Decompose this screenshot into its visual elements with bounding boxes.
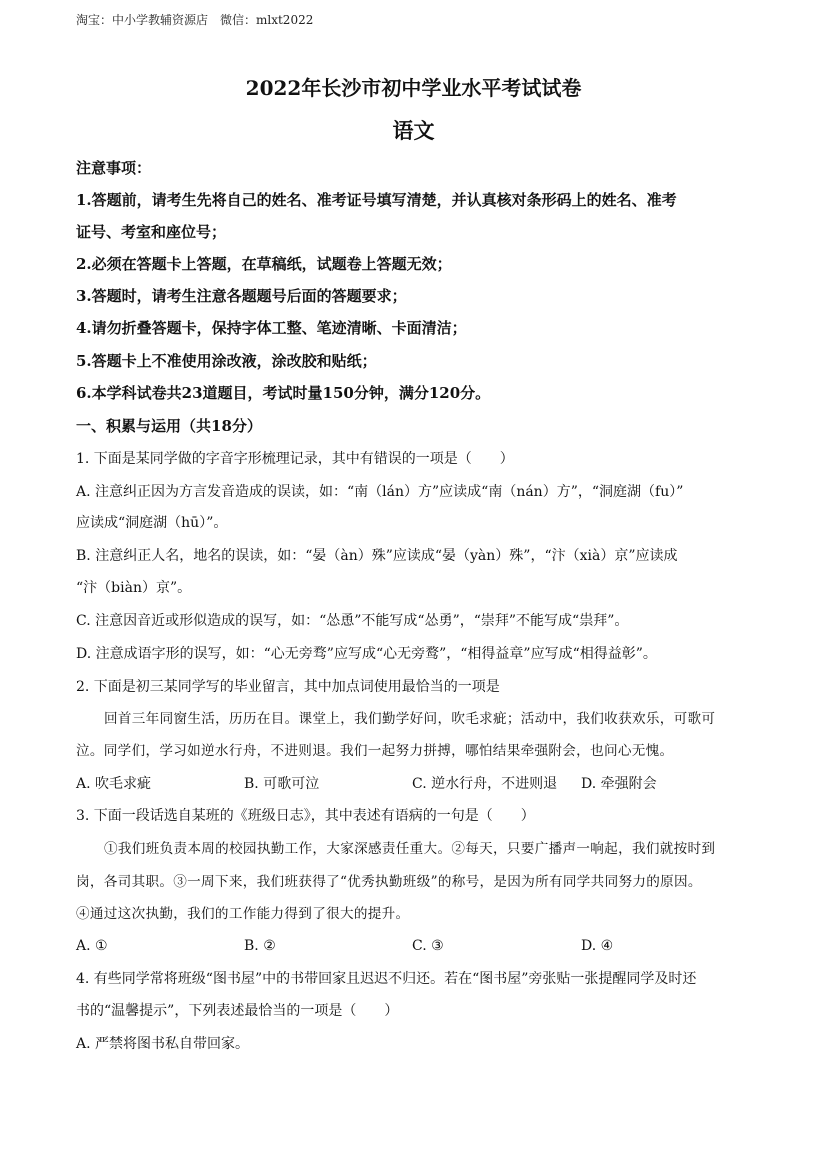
notice-line-6: 6.本学科试卷共23道题目，考试时量150分钟，满分120分。 [76, 384, 491, 402]
q3-option-c: C. ③ [412, 938, 444, 954]
section-heading: 一、积累与运用（共18分） [76, 417, 262, 435]
q2-option-a: A. 吹毛求疵 [76, 776, 152, 792]
q3-passage-3: ④通过这次执勤，我们的工作能力得到了很大的提升。 [76, 906, 410, 922]
notice-line-5: 5.答题卡上不准使用涂改液，涂改胶和贴纸； [76, 352, 377, 370]
q1-option-a: A. 注意纠正因为方言发音造成的误读，如：“南（lán）方”应读成“南（nán）方”，“洞庭湖（fu）” [76, 484, 684, 500]
q1-option-d: D. 注意成语字形的误写，如：“心无旁骛”应写成“心无旁鹜”，“相得益章”应写成“相得益彰”。 [76, 646, 657, 662]
notice-heading: 注意事项： [76, 159, 152, 177]
q3-stem: 3. 下面一段话选自某班的《班级日志》，其中表述有语病的一句是（ ） [76, 808, 535, 824]
q4-stem-cont: 书的“温馨提示”，下列表述最恰当的一项是（ ） [76, 1003, 399, 1019]
q2-passage-2: 泣。同学们，学习如逆水行舟，不进则退。我们一起努力拼搏，哪怕结果牵强附会，也问心无愧。 [76, 743, 674, 759]
q1-option-b: B. 注意纠正人名，地名的误读，如：“晏（àn）殊”应读成“晏（yàn）殊”，“汴（xià）京”应读成 [76, 548, 678, 564]
q1-stem: 1. 下面是某同学做的字音字形梳理记录，其中有错误的一项是（ ） [76, 451, 514, 467]
q1-option-c: C. 注意因音近或形似造成的误写，如：“怂恿”不能写成“怂勇”，“崇拜”不能写成“祟拜”。 [76, 613, 629, 629]
q2-passage-1: 回首三年同窗生活，历历在目。课堂上，我们勤学好问，吹毛求疵；活动中，我们收获欢乐，可歌可 [104, 711, 716, 727]
exam-subject: 语文 [392, 118, 435, 143]
q4-option-a: A. 严禁将图书私自带回家。 [76, 1036, 250, 1052]
notice-line-2: 2.必须在答题卡上答题，在草稿纸，试题卷上答题无效； [76, 255, 452, 273]
q1-option-b-cont: “汴（biàn）京”。 [76, 580, 192, 596]
q3-passage-2: 岗，各司其职。③一周下来，我们班获得了“优秀执勤班级”的称号，是因为所有同学共同努力的原因。 [76, 874, 702, 890]
q1-option-a-cont: 应读成“洞庭湖（hū）”。 [76, 515, 228, 531]
q2-stem: 2. 下面是初三某同学写的毕业留言，其中加点词使用最恰当的一项是 [76, 679, 500, 695]
exam-title: 2022年长沙市初中学业水平考试试卷 [245, 76, 582, 100]
notice-line-4: 4.请勿折叠答题卡，保持字体工整、笔迹清晰、卡面清洁； [76, 319, 467, 337]
q3-option-a: A. ① [76, 938, 108, 954]
q4-stem: 4. 有些同学常将班级“图书屋”中的书带回家且迟迟不归还。若在“图书屋”旁张贴一张提醒同学及时还 [76, 971, 697, 987]
q3-option-b: B. ② [244, 938, 276, 954]
header-note: 淘宝：中小学教辅资源店 微信：mlxt2022 [76, 13, 314, 27]
q3-passage-1: ①我们班负责本周的校园执勤工作，大家深感责任重大。②每天，只要广播声一响起，我们就按时到 [104, 841, 716, 857]
notice-line-1a: 1.答题前，请考生先将自己的姓名、准考证号填写清楚，并认真核对条形码上的姓名、准考 [76, 191, 677, 209]
q2-option-c: C. 逆水行舟，不进则退 [412, 776, 558, 792]
notice-line-1b: 证号、考室和座位号； [76, 223, 227, 241]
q2-option-b: B. 可歌可泣 [244, 776, 320, 792]
q3-option-d: D. ④ [581, 938, 614, 954]
notice-line-3: 3.答题时，请考生注意各题题号后面的答题要求； [76, 287, 407, 305]
q2-option-d: D. 牵强附会 [581, 776, 657, 792]
